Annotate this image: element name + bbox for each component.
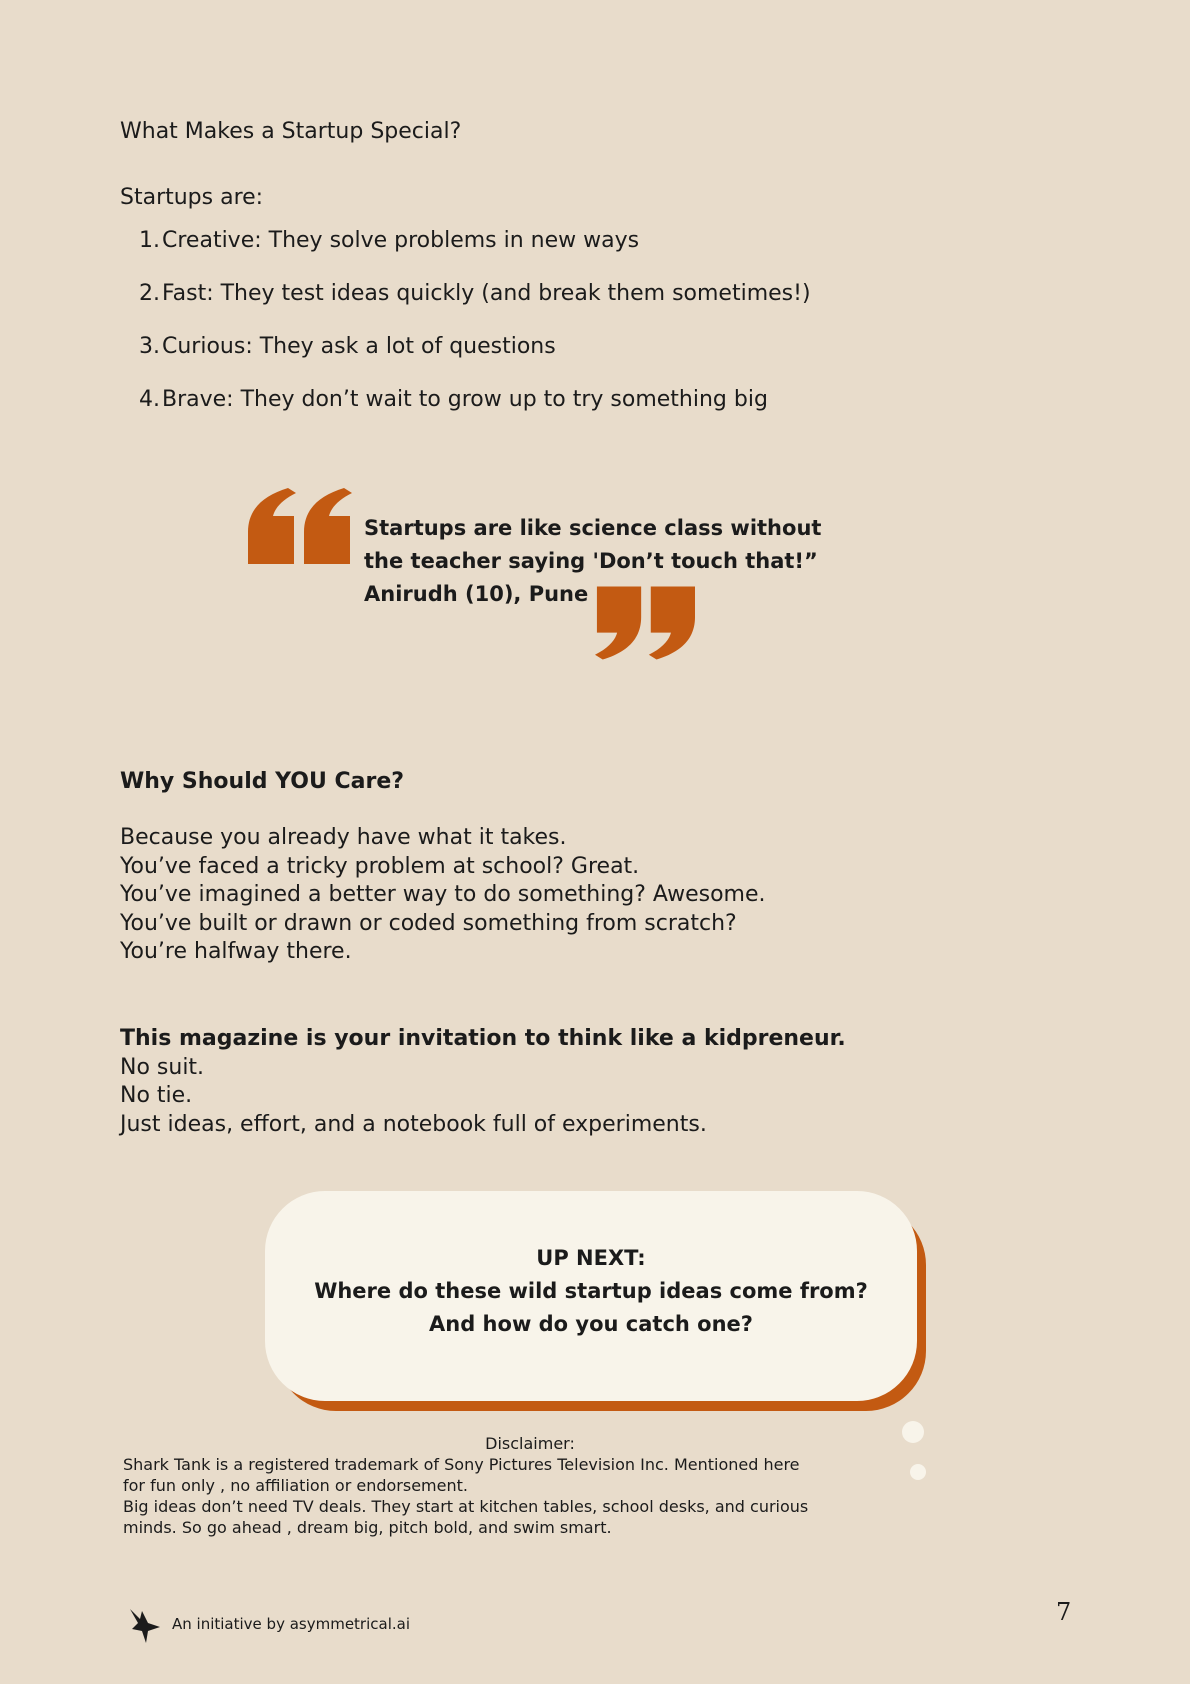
list-item: [138, 228, 811, 281]
list-number: 2.: [139, 281, 160, 306]
list-item-text: Brave: They don’t wait to grow up to try something big: [162, 387, 768, 412]
page-number: 7: [1056, 1598, 1072, 1626]
list-item-text: Fast: They test ideas quickly (and break them sometimes!): [162, 281, 811, 306]
section-heading-why-care: Why Should YOU Care?: [120, 769, 405, 794]
disclaimer-line: Shark Tank is a registered trademark of Sony Pictures Television Inc. Mentioned here: [123, 1455, 800, 1474]
bird-logo-icon: [128, 1607, 162, 1645]
paragraph-line: You’ve built or drawn or coded something from scratch?: [120, 910, 737, 936]
disclaimer-line: for fun only , no affiliation or endorsement.: [123, 1476, 468, 1495]
paragraph-line: Just ideas, effort, and a notebook full of experiments.: [120, 1111, 707, 1137]
section-heading-startup-special: What Makes a Startup Special?: [120, 119, 462, 144]
list-item: [138, 387, 811, 440]
intro-lead-text: Startups are:: [120, 185, 264, 210]
startup-traits-list: [138, 228, 811, 440]
up-next-label: UP NEXT:: [536, 1246, 646, 1270]
open-quote-icon: [248, 488, 352, 564]
footer-credit: An initiative by asymmetrical.ai: [172, 1615, 410, 1633]
up-next-line: And how do you catch one?: [429, 1312, 753, 1336]
quote-line: Startups are like science class without: [364, 516, 822, 540]
quote-attribution: Anirudh (10), Pune: [364, 582, 589, 606]
paragraph-line: You’re halfway there.: [120, 939, 352, 964]
list-item-text: Creative: They solve problems in new ways: [162, 228, 640, 253]
magazine-lead: This magazine is your invitation to think like a kidpreneur.: [120, 1026, 846, 1051]
disclaimer-body: [123, 1454, 923, 1538]
close-quote-icon: [595, 586, 695, 660]
magazine-paragraph: [120, 1025, 846, 1139]
disclaimer-line: Big ideas don’t need TV deals. They start at kitchen tables, school desks, and curious: [123, 1497, 809, 1516]
list-number: 1.: [139, 228, 160, 253]
why-paragraph: [120, 824, 766, 967]
paragraph-line: Because you already have what it takes.: [120, 825, 567, 850]
disclaimer-title: Disclaimer:: [485, 1434, 575, 1453]
quote-block: [364, 512, 821, 611]
paragraph-line: You’ve faced a tricky problem at school? Great.: [120, 853, 640, 879]
up-next-text: [265, 1242, 917, 1341]
list-item-text: Curious: They ask a lot of questions: [162, 334, 556, 359]
paragraph-line: You’ve imagined a better way to do something? Awesome.: [120, 882, 766, 907]
paragraph-line: No tie.: [120, 1083, 193, 1108]
disclaimer-line: minds. So go ahead , dream big, pitch bold, and swim smart.: [123, 1518, 612, 1537]
list-number: 4.: [139, 387, 160, 412]
up-next-line: Where do these wild startup ideas come from?: [314, 1279, 868, 1303]
paragraph-line: No suit.: [120, 1054, 205, 1080]
list-item: [138, 281, 811, 334]
list-number: 3.: [139, 334, 160, 359]
quote-line: the teacher saying 'Don’t touch that!”: [364, 549, 818, 573]
list-item: [138, 334, 811, 387]
